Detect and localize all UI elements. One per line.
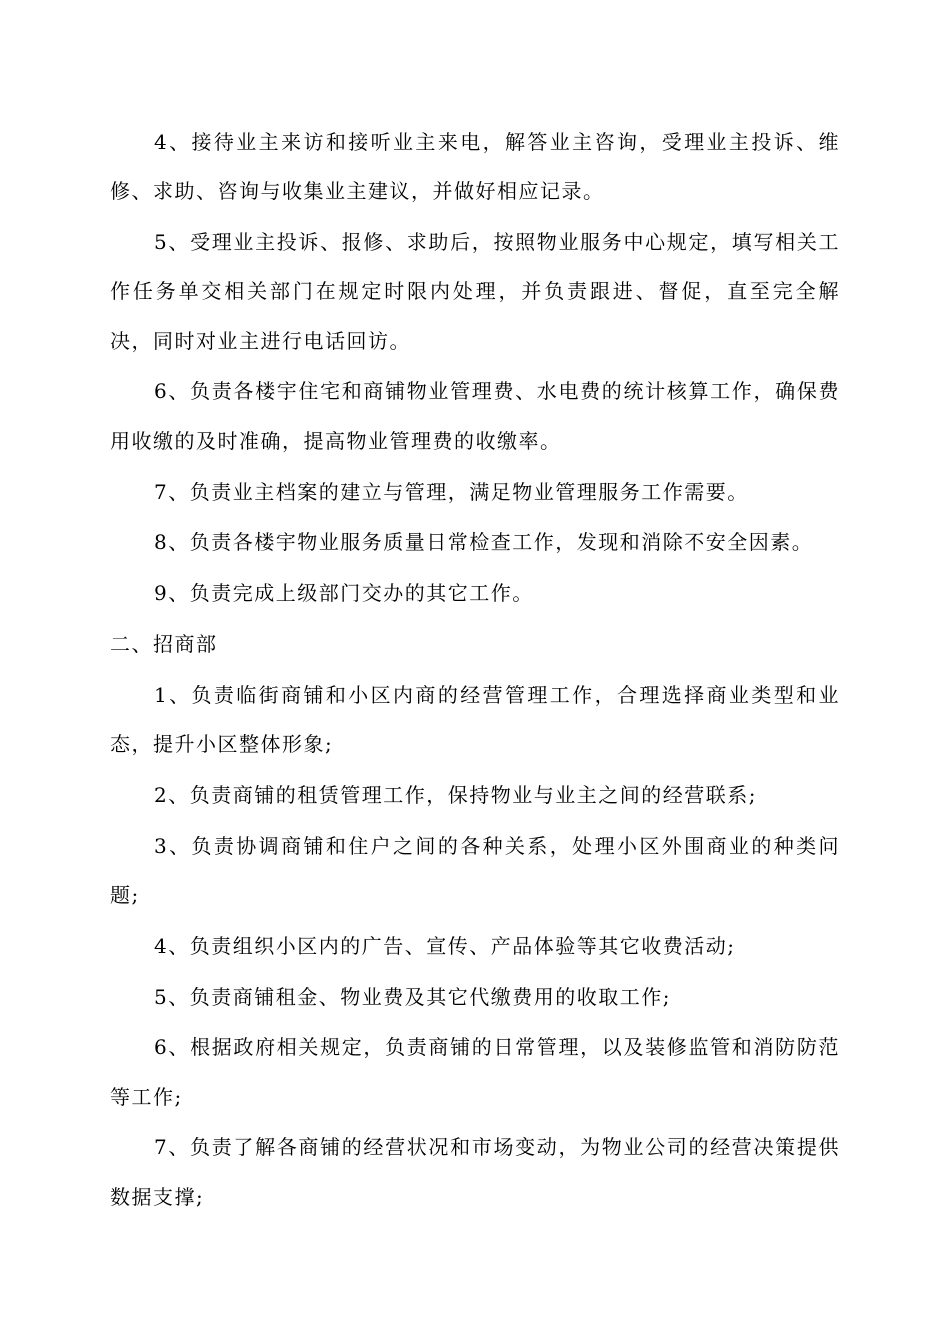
section-item-7: 7、负责了解各商铺的经营状况和市场变动，为物业公司的经营决策提供数据支撑;: [110, 1135, 840, 1209]
section-item-2: 2、负责商铺的租赁管理工作，保持物业与业主之间的经营联系;: [154, 782, 757, 807]
section-item-1: 1、负责临街商铺和小区内商的经营管理工作，合理选择商业类型和业态，提升小区整体形象;: [110, 682, 840, 757]
document-page: [110, 118, 840, 1224]
paragraph-item-5: 5、受理业主投诉、报修、求助后，按照物业服务中心规定，填写相关工作任务单交相关部门在规定时限内处理，并负责跟进、督促，直至完全解决，同时对业主进行电话回访。: [110, 230, 840, 353]
paragraph-item-6: 6、负责各楼宇住宅和商铺物业管理费、水电费的统计核算工作，确保费用收缴的及时准确，提高物业管理费的收缴率。: [110, 379, 840, 453]
paragraph-item-8: 8、负责各楼宇物业服务质量日常检查工作，发现和消除不安全因素。: [154, 530, 814, 555]
paragraph-item-9: 9、负责完成上级部门交办的其它工作。: [154, 581, 534, 606]
section-item-3: 3、负责协调商铺和住户之间的各种关系，处理小区外围商业的种类问题;: [110, 833, 840, 907]
section-item-5: 5、负责商铺租金、物业费及其它代缴费用的收取工作;: [154, 984, 671, 1009]
paragraph-item-4: 4、接待业主来访和接听业主来电，解答业主咨询，受理业主投诉、维修、求助、咨询与收集业主建议，并做好相应记录。: [110, 130, 840, 204]
paragraph-item-7: 7、负责业主档案的建立与管理，满足物业管理服务工作需要。: [154, 479, 749, 504]
section-heading-investment-dept: 二、招商部: [110, 631, 218, 656]
section-item-4: 4、负责组织小区内的广告、宣传、产品体验等其它收费活动;: [154, 933, 736, 958]
section-item-6: 6、根据政府相关规定，负责商铺的日常管理，以及装修监管和消防防范等工作;: [110, 1035, 840, 1109]
